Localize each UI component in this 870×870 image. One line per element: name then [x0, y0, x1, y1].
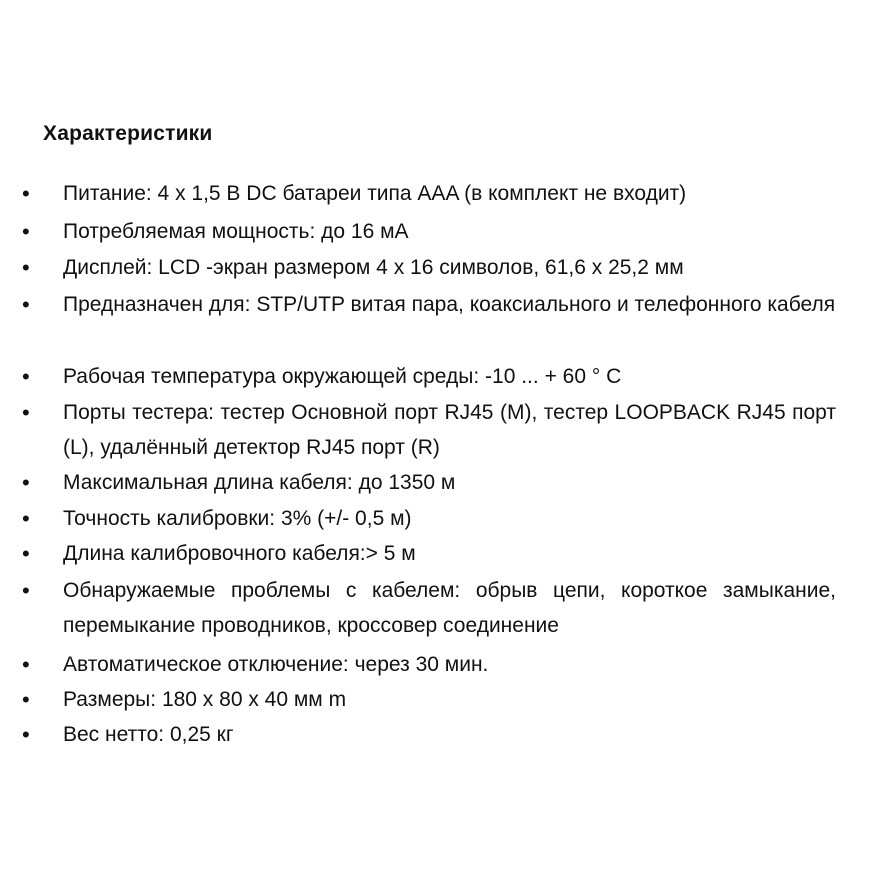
spec-text: Потребляемая мощность: до 16 мА	[63, 220, 409, 243]
bullet-icon: •	[22, 687, 30, 712]
page-title: Характеристики	[43, 122, 213, 145]
spec-text: Порты тестера: тестер Основной порт RJ45 (M), тестер LOOPBACK RJ45 порт (L), удалённый детектор RJ45 порт (R)	[63, 401, 836, 459]
bullet-icon: •	[22, 722, 30, 747]
spec-text: Размеры: 180 x 80 x 40 мм m	[63, 688, 347, 711]
spec-text: Дисплей: LCD -экран размером 4 x 16 символов, 61,6 x 25,2 мм	[63, 256, 684, 279]
bullet-icon: •	[22, 541, 30, 566]
bullet-icon: •	[22, 181, 30, 206]
bullet-icon: •	[22, 652, 30, 677]
bullet-icon: •	[22, 219, 30, 244]
spec-text: Предназначен для: STP/UTP витая пара, коаксиального и телефонного кабеля	[63, 293, 836, 316]
spec-text: Точность калибровки: 3% (+/- 0,5 м)	[63, 507, 412, 530]
bullet-icon: •	[22, 400, 30, 425]
spec-text: Вес нетто: 0,25 кг	[63, 723, 234, 746]
bullet-icon: •	[22, 470, 30, 495]
bullet-icon: •	[22, 578, 30, 603]
spec-text: Автоматическое отключение: через 30 мин.	[63, 653, 489, 676]
bullet-icon: •	[22, 255, 30, 280]
spec-text: Максимальная длина кабеля: до 1350 м	[63, 471, 456, 494]
bullet-icon: •	[22, 506, 30, 531]
spec-text: Обнаружаемые проблемы с кабелем: обрыв цепи, короткое замыкание, перемыкание проводников, кроссовер соединение	[63, 579, 836, 637]
bullet-icon: •	[22, 292, 30, 317]
spec-text: Рабочая температура окружающей среды: -10 ... + 60 ° С	[63, 365, 622, 388]
spec-text: Длина калибровочного кабеля:> 5 м	[63, 542, 416, 565]
spec-text: Питание: 4 x 1,5 В DC батареи типа AAA (в комплект не входит)	[63, 182, 687, 205]
bullet-icon: •	[22, 364, 30, 389]
